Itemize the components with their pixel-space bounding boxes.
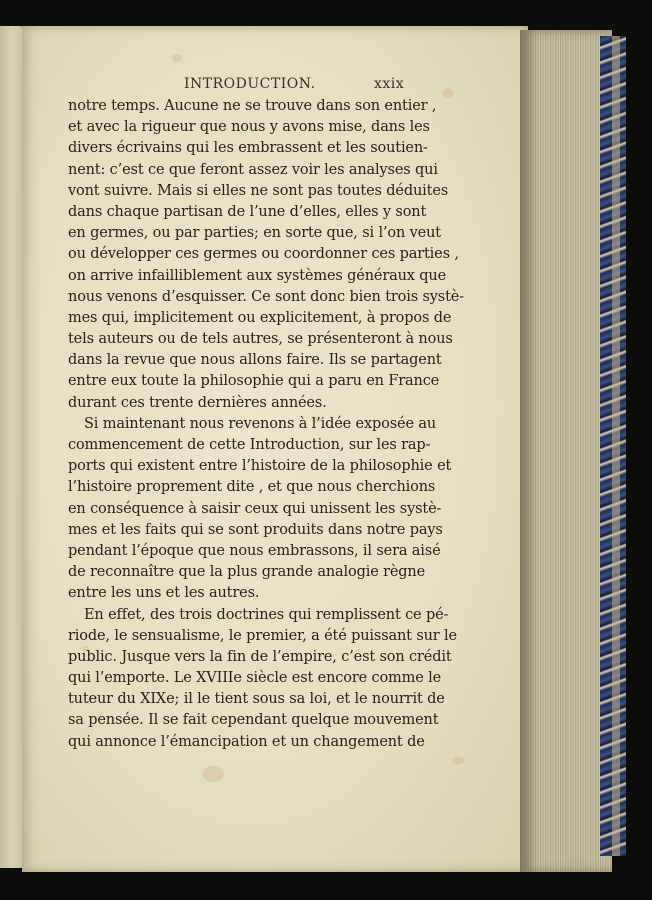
running-head-title: INTRODUCTION. [184,76,316,92]
text-line: Si maintenant nous revenons à l’idée exposée au [84,415,437,432]
text-line: durant ces trente dernières années. [68,394,327,411]
text-line: riode, le sensualisme, le premier, a été puissant sur le [68,627,457,644]
running-head [160,76,410,98]
text-line: et avec la rigueur que nous y avons mise, dans les [68,119,430,136]
cover-board-edge [612,36,620,856]
text-line: qui annonce l’émancipation et un changement de [68,733,425,750]
facing-page-edge [0,26,24,868]
text-line: mes et les faits qui se sont produits dans notre pays [68,521,443,538]
text-line: de reconnaître que la plus grande analogie règne [68,564,426,581]
text-line: vont suivre. Mais si elles ne sont pas toutes déduites [68,182,449,199]
text-line: public. Jusque vers la fin de l’empire, c’est son crédit [68,648,452,665]
text-line: divers écrivains qui les embrassent et les soutien- [68,140,428,157]
text-line: entre les uns et les autres. [68,585,260,602]
text-line: sa pensée. Il se fait cependant quelque mouvement [68,712,439,729]
page-number: xxix [374,76,405,92]
text-line: En effet, des trois doctrines qui remplissent ce pé- [84,606,449,623]
text-line: tels auteurs ou de tels autres, se présenteront à nous [68,331,453,348]
text-line: qui l’emporte. Le XVIIIe siècle est encore comme le [68,670,442,687]
text-line: nous venons d’esquisser. Ce sont donc bien trois systè- [68,288,464,305]
text-line: dans chaque partisan de l’une d’elles, elles y sont [68,203,427,220]
text-line: l’histoire proprement dite , et que nous cherchions [68,479,436,496]
text-line: notre temps. Aucune ne se trouve dans son entier , [68,98,437,114]
body-text [68,96,464,753]
page-block-edge [520,30,612,872]
text-line: mes qui, implicitement ou explicitement, à propos de [68,309,452,326]
text-line: ports qui existent entre l’histoire de la philosophie et [68,458,452,475]
text-line: commencement de cette Introduction, sur les rap- [68,437,431,453]
text-line: entre eux toute la philosophie qui a paru en France [68,373,440,390]
text-line: on arrive infailliblement aux systèmes généraux que [68,267,447,284]
text-line: nent: c’est ce que feront assez voir les analyses qui [68,161,438,178]
text-line: tuteur du XIXe; il le tient sous sa loi, et le nourrit de [68,691,445,708]
text-line: en conséquence à saisir ceux qui unissent les systè- [68,500,442,517]
text-line: en germes, ou par parties; en sorte que, si l’on veut [68,225,441,242]
text-line: pendant l’époque que nous embrassons, il sera aisé [68,542,441,559]
text-line: dans la revue que nous allons faire. Ils se partagent [68,352,442,369]
text-line: ou développer ces germes ou coordonner ces parties , [68,246,459,263]
